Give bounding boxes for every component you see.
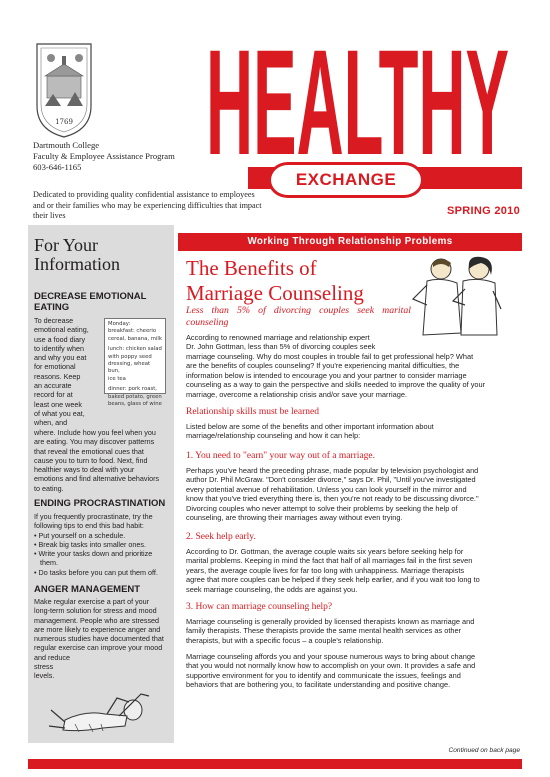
- text-line: author Dr. Phil McGraw. "Don't consider divorce," says Dr. Phil, "Until you've investigated: [186, 475, 476, 485]
- text-line: know that you've tried everything there is, then you're not ready to be discussing divorce.": [186, 494, 479, 504]
- skills-paragraph: [186, 422, 520, 441]
- text-line: numerous studies have documented that: [34, 634, 164, 644]
- text-line: to identify when: [34, 343, 84, 353]
- text-line: marital problems. Keeping in mind the fact that half of all marriages fail in the first seven: [186, 556, 473, 566]
- skills-heading: Relationship skills must be learned: [186, 407, 319, 417]
- college-info: [33, 140, 175, 173]
- footer-bar: [28, 759, 522, 769]
- intro-paragraph-b: [186, 352, 520, 399]
- text-line: record for at: [34, 390, 73, 400]
- text-line: therapists, but with a specific focus – a couple's relationship.: [186, 635, 384, 645]
- note-line: lunch: chicken salad: [108, 346, 162, 353]
- intro-paragraph-a: [186, 333, 411, 352]
- note-line: dressing, wheat bun,: [108, 361, 151, 375]
- text-line: when, and: [34, 418, 68, 428]
- text-line: supportive environment for you to identify and communicate the issues, feelings and: [186, 670, 461, 680]
- text-line: long-term solution for stress and mood: [34, 606, 157, 616]
- section1-heading: 1. You need to "earn" your way out of a marriage.: [186, 451, 375, 461]
- text-line: regular exercise can improve your mood: [34, 643, 163, 653]
- text-line: following tips to end this bad habit:: [34, 521, 144, 531]
- text-line: an accurate: [34, 381, 72, 391]
- text-line: Perhaps you've heard the preceding phrase, made popular by television psychologist and: [186, 466, 479, 475]
- relaxing-person-illustration: [45, 680, 163, 738]
- text-line: According to Dr. Gottman, the average couple waits six years before seeking help for: [186, 547, 464, 556]
- section3-paragraph-2: [186, 652, 520, 690]
- text-line: that reveal the emotional cues that: [34, 446, 144, 456]
- article-banner: Working Through Relationship Problems: [178, 233, 522, 251]
- list-item: • Break big tasks into smaller ones.: [34, 539, 146, 549]
- text-line: According to renowned marriage and relationship expert: [186, 333, 370, 342]
- note-line: breakfast: cheerio: [108, 328, 157, 335]
- issue-season: SPRING 2010: [446, 205, 520, 217]
- text-line: Dr. John Gottman, less than 5% of divorcing couples seek: [186, 342, 376, 352]
- note-line: Monday:: [108, 321, 131, 327]
- article-subtitle: Less than 5% of divorcing couples seek marital counseling: [186, 305, 411, 328]
- continued-note: Continued on back page: [448, 747, 520, 754]
- note-line: beans, glass of wine: [108, 401, 162, 408]
- text-line: counseling, are throwing their marriages away without even trying.: [186, 513, 403, 523]
- note-line: dinner: pork roast,: [108, 386, 157, 393]
- text-line: to eating.: [34, 483, 64, 493]
- emotional-eating-text: [34, 316, 104, 428]
- text-line: that you would not normally know how to accomplish on your own. It provides a safe and: [186, 661, 476, 671]
- note-line: baked potato, green: [108, 393, 162, 400]
- newsletter-subtitle: EXCHANGE: [268, 162, 424, 198]
- text-line: least one week: [34, 399, 82, 409]
- sidebar-title-line2: Information: [34, 254, 120, 274]
- emotional-eating-heading: [34, 291, 146, 313]
- text-line: and reduce: [34, 652, 70, 662]
- section2-heading: 2. Seek help early.: [186, 532, 256, 542]
- text-line: cause you to turn to food. Next, find: [34, 455, 148, 465]
- text-line: counseling as a way to gain the perspective and skills needed to improve the quality of your: [186, 380, 486, 390]
- note-line: cereal, banana, milk: [108, 335, 162, 342]
- text-line: for emotional: [34, 362, 76, 372]
- text-line: Divorcing couples who never attempt to solve their problems by seeking the help of: [186, 503, 458, 513]
- section2-paragraph: [186, 547, 520, 594]
- text-line: use a food diary: [34, 334, 86, 344]
- procrastination-heading: ENDING PROCRASTINATION: [34, 498, 166, 509]
- text-line: where. Include how you feel when you: [34, 428, 156, 437]
- text-line: are eating. You may discover patterns: [34, 437, 155, 447]
- heading-line: DECREASE EMOTIONAL: [34, 291, 147, 302]
- article-title: [186, 256, 364, 306]
- text-line: management. People who are stressed: [34, 615, 160, 625]
- college-name: Dartmouth College: [33, 140, 100, 150]
- section3-paragraph: [186, 617, 520, 645]
- text-line: and why you eat: [34, 353, 87, 363]
- text-line: every potential avenue of rehabilitation. Unless you can look yourself in the mirror and: [186, 484, 467, 494]
- list-item: them.: [34, 558, 58, 568]
- college-seal-image: [33, 40, 95, 140]
- list-item: • Put yourself on a schedule.: [34, 530, 126, 540]
- anger-management-heading: ANGER MANAGEMENT: [34, 584, 141, 595]
- text-line: family therapists. These therapists provide the same mental health services as other: [186, 626, 462, 636]
- text-line: are more likely to experience anger and: [34, 624, 161, 634]
- note-line: ice tea: [108, 375, 126, 382]
- svg-text:HEALTHY: HEALTHY: [206, 44, 509, 160]
- newsletter-title: [206, 44, 511, 160]
- text-line: Make regular exercise a part of your: [34, 597, 150, 606]
- text-line: information below is intended to encourage you and your partner to consider marriage: [186, 370, 467, 380]
- text-line: are the benefits of couples counseling? If you're experiencing marital difficulties, the: [186, 361, 460, 371]
- svg-text:1769: 1769: [55, 118, 73, 126]
- text-line: Listed below are some of the benefits and other important information about: [186, 422, 434, 431]
- food-diary-note-image: [104, 318, 166, 408]
- text-line: agree that more couples can be helped if they seek help earlier, and if you wait too long to: [186, 575, 480, 585]
- text-line: marriage counseling. Why do most couples in trouble fail to get professional help? What: [186, 352, 474, 361]
- dedication-text: Dedicated to providing quality confidential assistance to employees and or their families who may be experiencing difficulties that impact their lives: [33, 190, 262, 221]
- text-line: of what you eat,: [34, 408, 85, 418]
- text-line: If you frequently procrastinate, try the: [34, 512, 153, 521]
- text-line: stress: [34, 662, 54, 672]
- text-line: seek marriage counseling, the odds are against you.: [186, 584, 358, 594]
- section1-paragraph: [186, 466, 520, 522]
- text-line: emotional eating,: [34, 325, 89, 335]
- text-line: reasons. Keep: [34, 371, 81, 381]
- procrastination-tips: [34, 531, 172, 577]
- heading-line: EATING: [34, 302, 70, 313]
- text-line: levels.: [34, 671, 55, 681]
- section3-heading: 3. How can marriage counseling help?: [186, 602, 333, 612]
- program-name: Faculty & Employee Assistance Program: [33, 151, 175, 161]
- title-line: Marriage Counseling: [186, 281, 364, 305]
- text-line: marriage, overcome a relationship crisis and/or save your marriage.: [186, 389, 407, 399]
- couple-illustration: [405, 255, 513, 345]
- emotional-eating-text-cont: [34, 428, 172, 493]
- text-line: Marriage counseling is generally provided by licensed therapists known as marriage and: [186, 617, 475, 626]
- list-item: • Do tasks before you can put them off.: [34, 567, 158, 577]
- procrastination-text: [34, 512, 172, 577]
- sidebar-title: [34, 236, 120, 274]
- text-line: emotions and find alternative behaviors: [34, 474, 160, 484]
- list-item: • Write your tasks down and prioritize: [34, 549, 153, 559]
- note-line: with poppy seed: [108, 353, 152, 360]
- text-line: marriage/relationship counseling and how it can help:: [186, 431, 361, 441]
- title-line: The Benefits of: [186, 256, 317, 280]
- sidebar-title-line1: For Your: [34, 235, 99, 255]
- text-line: Marriage counseling affords you and your spouse numerous ways to bring about change: [186, 652, 476, 661]
- text-line: years, the average couple lives for far too long with unhappiness. Marriage therapists: [186, 565, 465, 575]
- anger-management-text: [34, 597, 172, 681]
- text-line: healthier ways to deal with your: [34, 465, 135, 475]
- text-line: To decrease: [34, 316, 74, 325]
- text-line: behaviors that are bothering you, to facilitate understanding and positive change.: [186, 680, 451, 690]
- phone-number: 603-646-1165: [33, 162, 82, 172]
